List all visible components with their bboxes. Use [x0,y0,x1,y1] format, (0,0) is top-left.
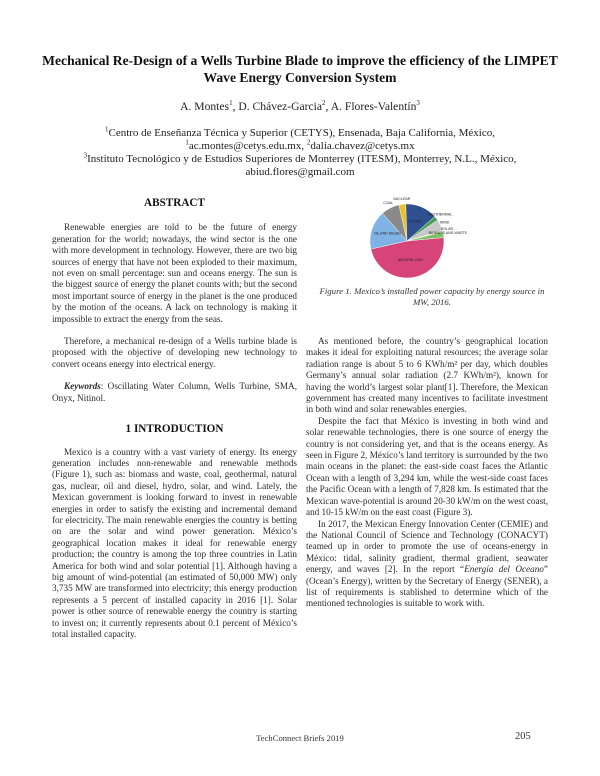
right-column [306,336,548,610]
author-list: A. Montes$^1$, D. Chávez-Garcia$^2$, A. Flores-Valentín$^3$ [180,99,420,113]
pie-label-hydro: HYDRO [408,219,422,224]
journal-footer: TechConnect Briefs 2019 [256,733,344,743]
affiliation-1: $^1$Centro de Enseñanza Técnica y Superior (CETYS), Ensenada, Baja California, México, [104,125,495,139]
introduction-heading: 1 INTRODUCTION [125,423,224,436]
paper-title: Mechanical Re-Design of a Wells Turbine Blade to improve the efficiency of the LIMPET Wave Energy Conversion System [42,53,558,85]
author-2: D. Chávez-Garcia$^2$ [238,99,326,113]
pie-chart [344,196,470,282]
abstract-heading: ABSTRACT [144,197,205,209]
author-3: A. Flores-Valentín$^3$ [330,99,420,113]
pie-label-solar: SOLAR [440,227,454,232]
pie-label-natural-gas: NATURAL GAS [397,258,423,263]
pie-label-nuclear: NUCLEAR [393,196,411,201]
keywords: Keywords: Oscillating Water Column, Wells Turbine, SMA, Onyx, Nitinol. [52,381,297,403]
affiliation-emails: $^1$ac.montes@cetys.edu.mx, $^2$dalia.chavez@cetys.mx [185,138,415,152]
affiliation-3-email: abiud.flores@gmail.com [245,166,355,178]
right-paragraph-2: Despite the fact that México is investing in both wind and solar renewable technologies, there is one source of energy the country is not considering yet, and that is the oceans energy. As seen in Figure 2, México’s land territory is surrounded by the two main oceans in the planet: the east-side coast faces the Atlantic Ocean with a length of 3,294 km, while the west-side coast faces the Pacific Ocean with a length of 7,828 km. Is estimated that the Mexican wave-potential is around 20-30 kW/m on the west coast, and 10-15 kW/m on the east coast (Figure 3). [306,415,548,518]
pie-label-biomass-and-waste: BIOMASS AND WASTE [428,230,468,235]
pie-label-oil-and-diesel: OIL AND DIESEL [373,231,402,236]
pie-label-coal: COAL [383,201,394,206]
pie-label-wind: WIND [439,220,450,225]
author-1: A. Montes$^1$ [180,99,233,113]
left-column [52,198,297,640]
abstract-paragraph-1: Renewable energies are told to be the future of energy generation for the world; nowadays, the wind sector is the one with more development in technology. However, there are two big sources of energy that have not been exploded to their maximum, not even on small percentage: sun and oceans energy. The sun is the biggest source of energy the planet counts with; but the second most important source of energy in the planet is the one produced by the motion of the oceans. A lack on technology is making it impossible to extract the energy from the seas. [52,222,297,324]
right-paragraph-3: In 2017, the Mexican Energy Innovation Center (CEMIE) and the National Council of Science and Technology (CONACYT) teamed up in order to promote the use of oceans-energy in México: tidal, salinity gradient, thermal gradient, seawater energy, and waves [2]. In the report “Energía del Oceano” (Ocean’s Energy), written by the Secretary of Energy (SENER), a list of requirements is stablished to determine which of the mentioned technologies is suitable to work with. [306,518,548,609]
figure-1-caption: Figure 1. Mexico’s installed power capacity by energy source in MW, 2016. [319,286,545,307]
affiliation-3: $^3$Instituto Tecnológico y de Estudios Superiores de Monterrey (ITESM), Monterrey, N.L., México, [83,151,517,165]
affiliations [40,127,560,179]
abstract-paragraph-2: Therefore, a mechanical re-design of a Wells turbine blade is proposed with the objective of developing new technology to convert oceans energy into electrical energy. [52,336,297,369]
page-number: 205 [515,731,531,742]
right-paragraph-1: As mentioned before, the country’s geographical location makes it ideal for exploiting natural resources; the average solar radiation range is about 5 to 6 KWh/m² per day, which doubles Germany’s annual solar radiation (2.7 KWh/m²), known for having the world’s largest solar plant[1]. Therefore, the Mexican government has created many incentives to facilitate investment in both wind and solar renewables energies. [306,336,548,415]
pie-label-geothermal: GEOTHERMAL [427,212,453,217]
intro-paragraph-1: Mexico is a country with a vast variety of energy. Its energy generation includes non-renewable and renewable methods (Figure 1), such as: biomass and waste, coal, geothermal, natural gas, nuclear, oil and diesel, hydro, solar, and wind. Lately, the Mexican government is looking forward to invest in renewable energies in order to satisfy the existing and incremental demand for electricity. The main renewable energies the country is betting on are the solar and wind power generation. México’s geographical location makes it ideal for renewable energy production; the country is among the top three countries in Latin America for both wind and solar potential [1]. Although having a big amount of wind-potential (an estimated of 50,000 MW) only 3,735 MW are transformed into electricity; this energy production represents a 5 percent of installed capacity in 2016 [1]. Solar power is other source of renewable energy the country is starting to invest on; it currently represents about 0.1 percent of México’s total installed capacity. [52,446,297,639]
figure-1-chart [344,196,470,282]
